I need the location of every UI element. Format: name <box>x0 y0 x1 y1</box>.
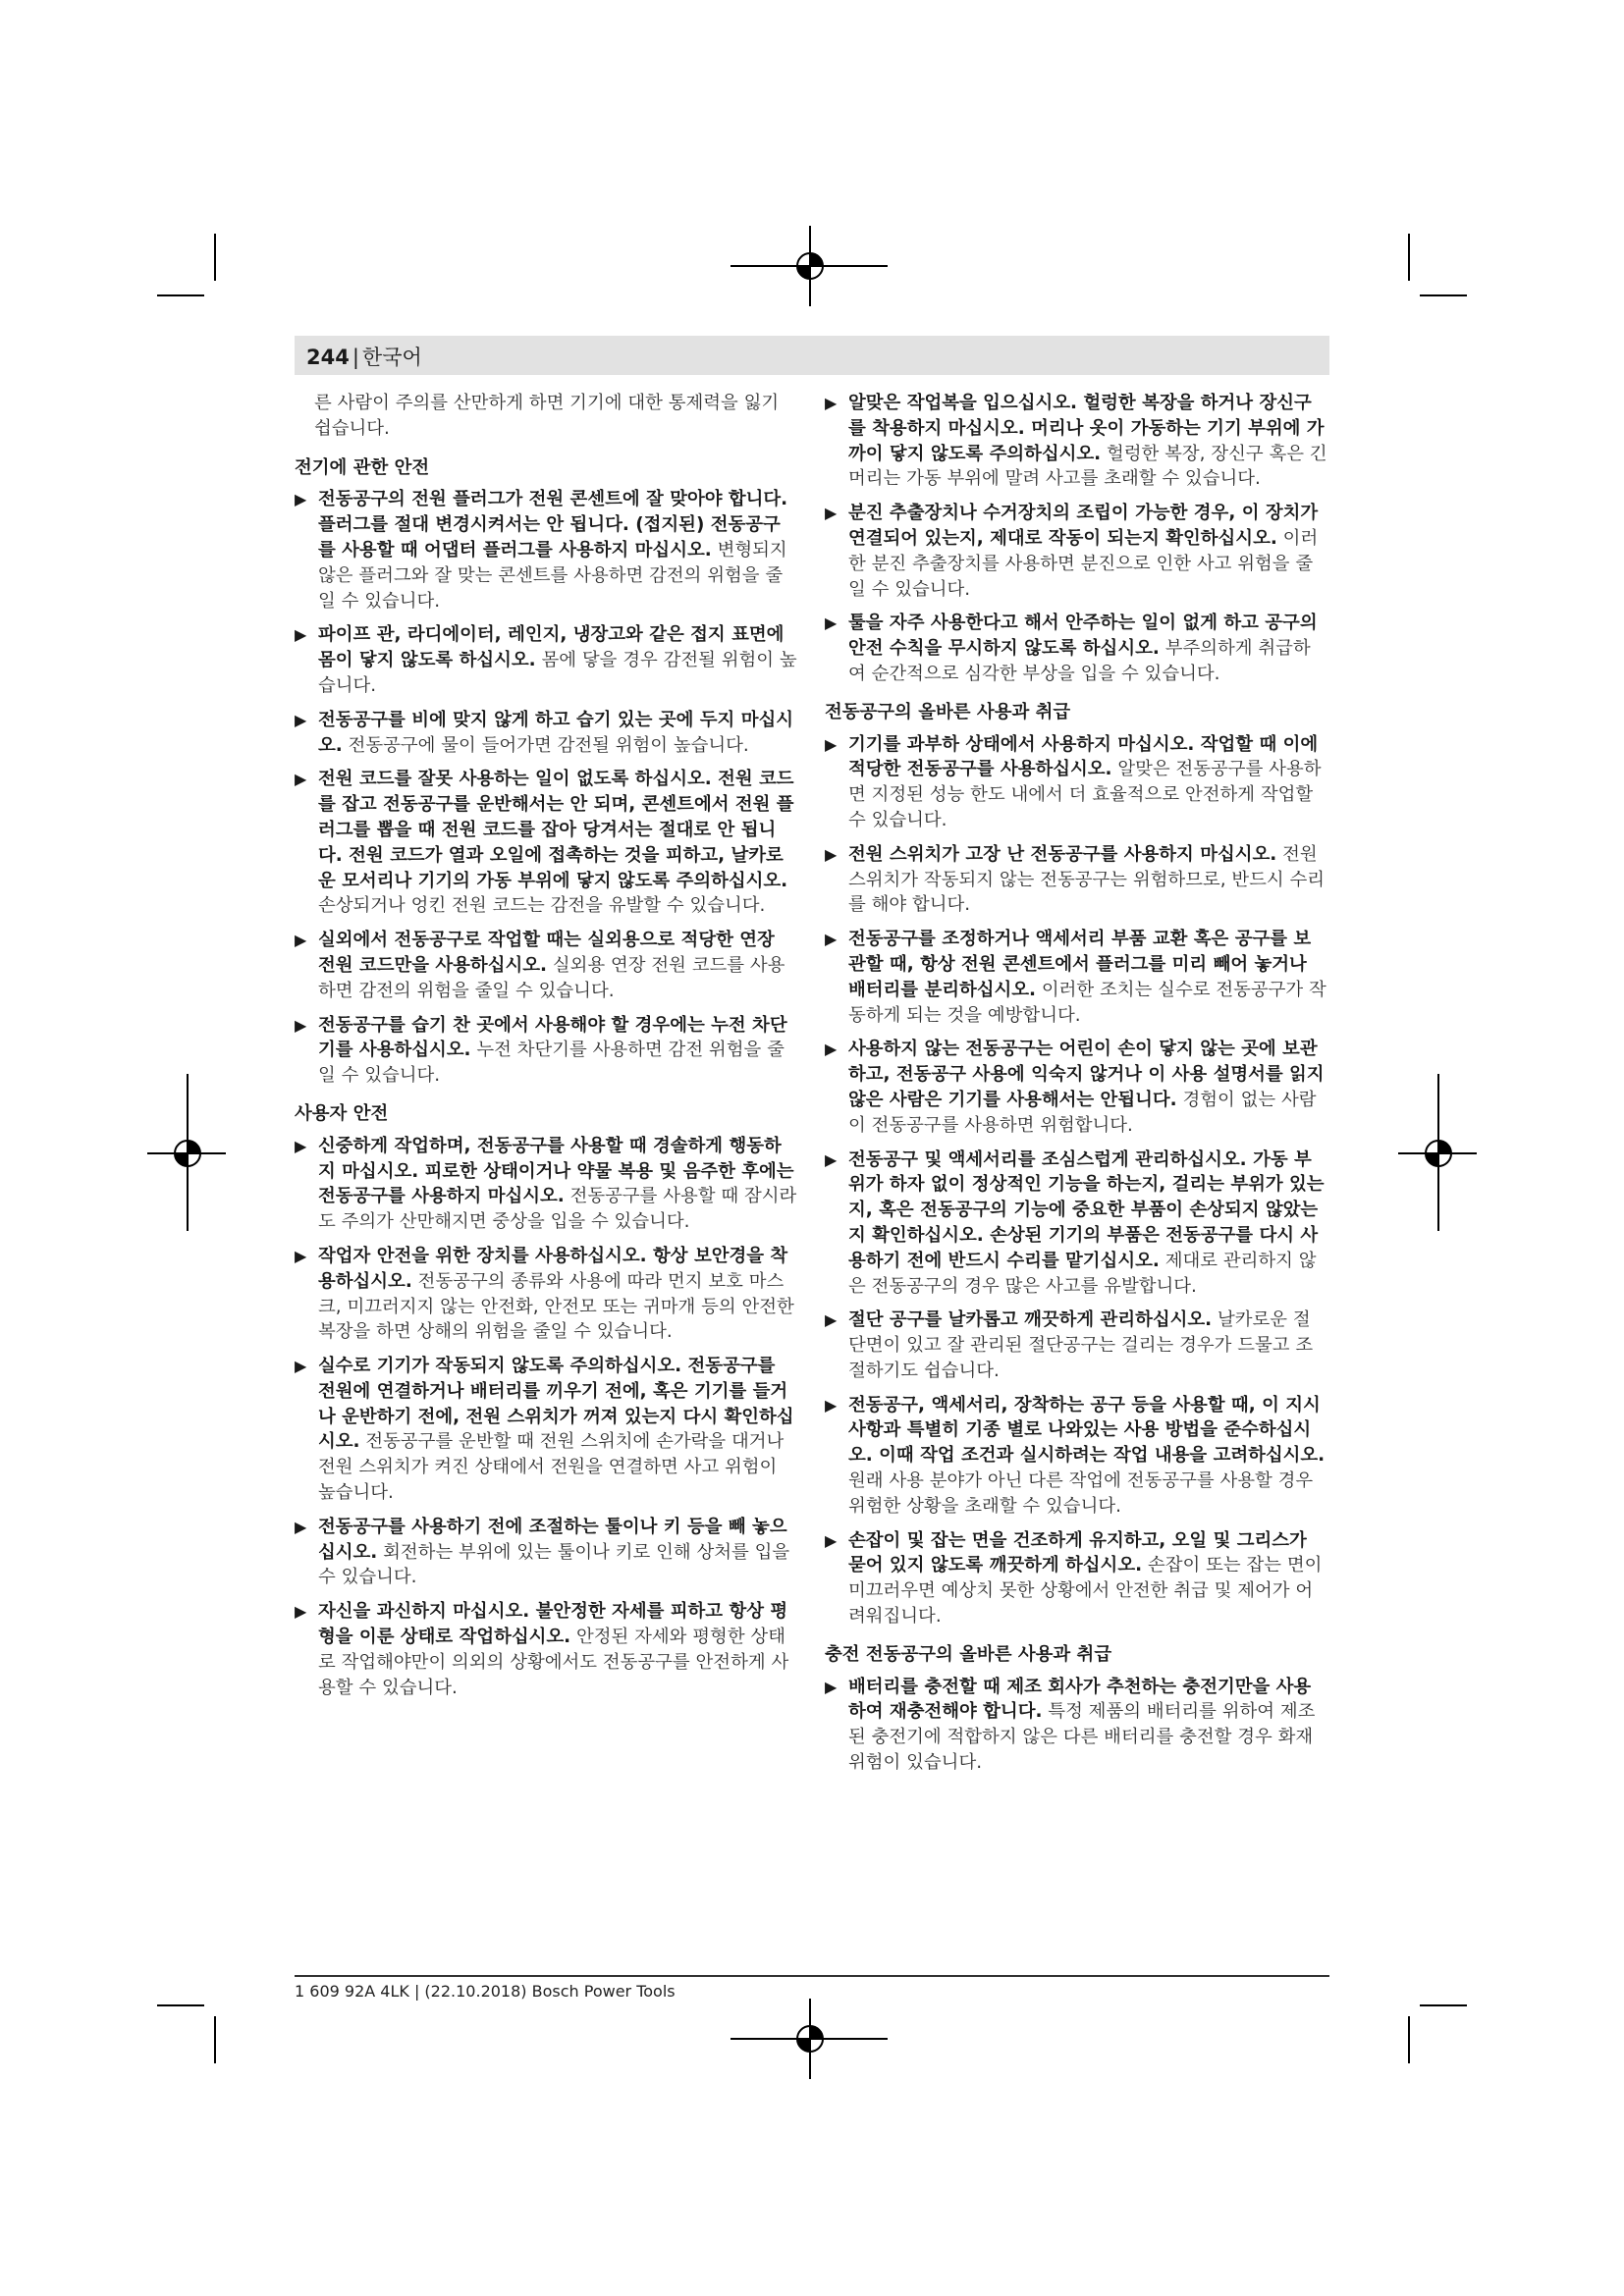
bullet-arrow-icon: ▶ <box>295 1136 307 1155</box>
bullet-arrow-icon: ▶ <box>295 710 307 729</box>
instruction-text: 전동공구를 사용하기 전에 조절하는 툴이나 키 등을 빼 놓으십시오. <box>318 1516 787 1563</box>
safety-item <box>825 391 1327 492</box>
right-column <box>825 391 1327 1785</box>
bullet-arrow-icon: ▶ <box>295 1602 307 1622</box>
bullet-arrow-icon: ▶ <box>825 1677 838 1696</box>
instruction-text: 실외에서 전동공구로 작업할 때는 실외용으로 적당한 연장 전원 코드만을 사용하십시오. <box>318 930 775 976</box>
safety-item <box>295 1354 797 1506</box>
safety-item <box>825 842 1327 918</box>
explanation-text: 날카로운 절단면이 있고 잘 관리된 절단공구는 걸리는 경우가 드물고 조절하기도 쉽습니다. <box>848 1309 1314 1381</box>
safety-item <box>295 1515 797 1590</box>
explanation-text: 전동공구에 물이 들어가면 감전될 위험이 높습니다. <box>342 734 749 756</box>
instruction-text: 알맞은 작업복을 입으십시오. 헐렁한 복장을 하거나 장신구를 착용하지 마십시오. 머리나 옷이 가동하는 기기 부위에 가까이 닿지 않도록 주의하십시오. <box>848 393 1325 464</box>
bullet-arrow-icon: ▶ <box>825 734 838 754</box>
safety-item <box>295 1599 797 1700</box>
section-heading: 전기에 관한 안전 <box>295 456 430 478</box>
bullet-arrow-icon: ▶ <box>825 394 838 412</box>
bullet-arrow-icon: ▶ <box>825 504 838 523</box>
registration-mark-icon <box>1422 1137 1455 1170</box>
explanation-text: 부주의하게 취급하여 순간적으로 심각한 부상을 입을 수 있습니다. <box>848 638 1311 684</box>
crop-mark <box>214 2016 216 2063</box>
safety-item <box>825 1675 1327 1776</box>
instruction-text: 전동공구의 전원 플러그가 전원 콘센트에 잘 맞아야 합니다. 플러그를 절대 변경시켜서는 안 됩니다. (접지된) 전동공구를 사용할 때 어댑터 플러그를 사용하지 마십시오. <box>318 489 788 561</box>
instruction-text: 실수로 기기가 작동되지 않도록 주의하십시오. 전동공구를 전원에 연결하거나 배터리를 끼우기 전에, 혹은 기기를 들거나 운반하기 전에, 전원 스위치가 꺼져 있는지 다시 확인하십시오. <box>318 1356 794 1453</box>
safety-item <box>295 1013 797 1089</box>
explanation-text: 특정 제품의 배터리를 위하여 제조된 충전기에 적합하지 않은 다른 배터리를 충전할 경우 화재 위험이 있습니다. <box>848 1701 1316 1774</box>
bullet-arrow-icon: ▶ <box>295 1517 307 1536</box>
crop-mark <box>214 234 216 281</box>
bullet-arrow-icon: ▶ <box>825 1395 838 1415</box>
section-heading: 충전 전동공구의 올바른 사용과 취급 <box>825 1643 1112 1665</box>
page-header-bar <box>295 336 1329 375</box>
explanation-text: 안정된 자세와 평형한 상태로 작업해야만이 의외의 상황에서도 전동공구를 안전하게 사용할 수 있습니다. <box>318 1627 789 1698</box>
safety-item <box>825 1393 1327 1520</box>
instruction-text: 전동공구, 액세서리, 장착하는 공구 등을 사용할 때, 이 지시 사항과 특별히 기종 별로 나와있는 사용 방법을 준수하십시오. 이때 작업 조건과 실시하려는 작업 내용을 고려하십시오. <box>848 1394 1326 1467</box>
bullet-arrow-icon: ▶ <box>295 1015 307 1035</box>
section-heading: 전동공구의 올바른 사용과 취급 <box>825 701 1071 722</box>
header-separator: | <box>352 346 359 369</box>
safety-item <box>295 708 797 759</box>
safety-item <box>825 927 1327 1028</box>
header-language: 한국어 <box>361 346 422 369</box>
safety-item <box>295 928 797 1003</box>
instruction-text: 전동공구를 습기 찬 곳에서 사용해야 할 경우에는 누전 차단기를 사용하십시오. <box>318 1014 787 1061</box>
left-column <box>295 391 797 1709</box>
instruction-text: 배터리를 충전할 때 제조 회사가 추천하는 충전기만을 사용하여 재충전해야 합니다. <box>848 1676 1312 1723</box>
instruction-text: 전원 스위치가 고장 난 전동공구를 사용하지 마십시오. <box>848 843 1277 865</box>
safety-item <box>825 1528 1327 1629</box>
safety-item <box>825 1037 1327 1138</box>
explanation-text: 몸에 닿을 경우 감전될 위험이 높습니다. <box>318 650 797 696</box>
instruction-text: 파이프 관, 라디에이터, 레인지, 냉장고와 같은 접지 표면에 몸이 닿지 않도록 하십시오. <box>318 624 785 671</box>
instruction-text: 툴을 자주 사용한다고 해서 안주하는 일이 없게 하고 공구의 안전 수칙을 무시하지 않도록 하십시오. <box>848 613 1318 660</box>
bullet-arrow-icon: ▶ <box>825 1149 838 1169</box>
registration-mark-icon <box>793 249 827 283</box>
explanation-text: 헐렁한 복장, 장신구 혹은 긴 머리는 가동 부위에 말려 사고를 초래할 수 있습니다. <box>848 443 1327 490</box>
bullet-arrow-icon: ▶ <box>825 844 838 864</box>
bullet-arrow-icon: ▶ <box>825 1310 838 1330</box>
instruction-text: 전원 코드를 잘못 사용하는 일이 없도록 하십시오. 전원 코드를 잡고 전동공구를 운반해서는 안 되며, 콘센트에서 전원 플러그를 뽑을 때 전원 코드를 잡아 당겨서는 절대로 안 됩니다. 전원 코드가 열과 오일에 접촉하는 것을 피하고, 날카로운 모서리나 기기의 가동 부위에 닿지 않도록 주의하십시오. <box>318 769 794 891</box>
explanation-text: 손잡이 또는 잡는 면이 미끄러우면 예상치 못한 상황에서 안전한 취급 및 제어가 어려워집니다. <box>848 1555 1323 1628</box>
explanation-text: 실외용 연장 전원 코드를 사용하면 감전의 위험을 줄일 수 있습니다. <box>318 954 785 1001</box>
bullet-arrow-icon: ▶ <box>295 1357 307 1376</box>
instruction-text: 절단 공구를 날카롭고 깨끗하게 관리하십시오. <box>848 1309 1213 1331</box>
page-footer: 1 609 92A 4LK | (22.10.2018) Bosch Power Tools <box>295 1982 676 2001</box>
instruction-text: 작업자 안전을 위한 장치를 사용하십시오. 항상 보안경을 착용하십시오. <box>318 1245 788 1292</box>
instruction-text: 신중하게 작업하며, 전동공구를 사용할 때 경솔하게 행동하지 마십시오. 피로한 상태이거나 약물 복용 및 음주한 후에는 전동공구를 사용하지 마십시오. <box>318 1135 794 1207</box>
safety-item <box>295 1244 797 1345</box>
bullet-arrow-icon: ▶ <box>295 625 307 645</box>
explanation-text: 원래 사용 분야가 아닌 다른 작업에 전동공구를 사용할 경우 위험한 상황을 초래할 수 있습니다. <box>848 1470 1314 1517</box>
explanation-text: 변형되지 않은 플러그와 잘 맞는 콘센트를 사용하면 감전의 위험을 줄일 수 있습니다. <box>318 539 787 612</box>
explanation-text: 경험이 없는 사람이 전동공구를 사용하면 위험합니다. <box>848 1089 1317 1136</box>
explanation-text: 전원 스위치가 작동되지 않는 전동공구는 위험하므로, 반드시 수리를 해야 합니다. <box>848 843 1326 916</box>
explanation-text: 전동공구의 종류와 사용에 따라 먼지 보호 마스크, 미끄러지지 않는 안전화, 안전모 또는 귀마개 등의 안전한 복장을 하면 상해의 위험을 줄일 수 있습니다. <box>318 1270 794 1343</box>
instruction-text: 전동공구를 비에 맞지 않게 하고 습기 있는 곳에 두지 마십시오. <box>318 709 793 756</box>
instruction-text: 분진 추출장치나 수거장치의 조립이 가능한 경우, 이 장치가 연결되어 있는지, 제대로 작동이 되는지 확인하십시오. <box>848 503 1319 549</box>
safety-item <box>295 1134 797 1235</box>
explanation-text: 전동공구를 사용할 때 잠시라도 주의가 산만해지면 중상을 입을 수 있습니다. <box>318 1186 797 1233</box>
instruction-text: 전동공구를 조정하거나 액세서리 부품 교환 혹은 공구를 보관할 때, 항상 전원 콘센트에서 플러그를 미리 빼어 놓거나 배터리를 분리하십시오. <box>848 929 1312 1000</box>
crop-mark <box>157 2004 204 2006</box>
crop-mark <box>1408 2016 1410 2063</box>
continuation-text: 른 사람이 주의를 산만하게 하면 기기에 대한 통제력을 잃기 쉽습니다. <box>314 393 780 439</box>
safety-item <box>825 732 1327 833</box>
instruction-text: 전동공구 및 액세서리를 조심스럽게 관리하십시오. 가동 부위가 하자 없이 정상적인 기능을 하는지, 걸리는 부위가 있는지, 혹은 전동공구의 기능에 중요한 부품이 손상되지 않았는지 확인하십시오. 손상된 기기의 부품은 전동공구를 다시 사용하기 전에 반드시 수리를 맡기십시오. <box>848 1148 1325 1271</box>
registration-mark-icon <box>793 2022 827 2056</box>
safety-item <box>825 501 1327 602</box>
bullet-arrow-icon: ▶ <box>825 1530 838 1550</box>
crop-mark <box>1408 234 1410 281</box>
safety-item <box>295 622 797 698</box>
explanation-text: 전동공구를 운반할 때 전원 스위치에 손가락을 대거나 전원 스위치가 켜진 상태에서 전원을 연결하면 사고 위험이 높습니다. <box>318 1431 785 1504</box>
safety-item <box>825 1148 1327 1300</box>
page-header <box>306 342 422 371</box>
crop-mark <box>1420 2004 1467 2006</box>
bullet-arrow-icon: ▶ <box>825 930 838 949</box>
safety-item <box>295 767 797 919</box>
instruction-text: 기기를 과부하 상태에서 사용하지 마십시오. 작업할 때 이에 적당한 전동공구를 사용하십시오. <box>848 733 1319 780</box>
footer-rule <box>295 1975 1329 1977</box>
safety-item <box>825 611 1327 686</box>
registration-mark-icon <box>171 1137 204 1170</box>
bullet-arrow-icon: ▶ <box>825 1040 838 1059</box>
bullet-arrow-icon: ▶ <box>295 770 307 789</box>
explanation-text: 이러한 분진 추출장치를 사용하면 분진으로 인한 사고 위험을 줄일 수 있습니다. <box>848 527 1319 600</box>
explanation-text: 회전하는 부위에 있는 툴이나 키로 인해 상처를 입을 수 있습니다. <box>318 1541 790 1588</box>
explanation-text: 알맞은 전동공구를 사용하면 지정된 성능 한도 내에서 더 효율적으로 안전하게 작업할 수 있습니다. <box>848 759 1322 830</box>
safety-item <box>825 1308 1327 1383</box>
instruction-text: 손잡이 및 잡는 면을 건조하게 유지하고, 오일 및 그리스가 묻어 있지 않도록 깨끗하게 하십시오. <box>848 1529 1307 1576</box>
safety-item <box>295 487 797 614</box>
instruction-text: 자신을 과신하지 마십시오. 불안정한 자세를 피하고 항상 평형을 이룬 상태로 작업하십시오. <box>318 1601 788 1648</box>
bullet-arrow-icon: ▶ <box>295 1246 307 1265</box>
explanation-text: 손상되거나 엉킨 전원 코드는 감전을 유발할 수 있습니다. <box>318 895 766 917</box>
bullet-arrow-icon: ▶ <box>295 931 307 950</box>
section-heading: 사용자 안전 <box>295 1102 389 1124</box>
explanation-text: 누전 차단기를 사용하면 감전 위험을 줄일 수 있습니다. <box>318 1040 785 1087</box>
crop-mark <box>157 294 204 296</box>
explanation-text: 제대로 관리하지 않은 전동공구의 경우 많은 사고를 유발합니다. <box>848 1250 1317 1297</box>
page-number: 244 <box>306 346 350 369</box>
bullet-arrow-icon: ▶ <box>825 614 838 633</box>
explanation-text: 이러한 조치는 실수로 전동공구가 작동하게 되는 것을 예방합니다. <box>848 979 1326 1026</box>
bullet-arrow-icon: ▶ <box>295 490 307 509</box>
crop-mark <box>1420 294 1467 296</box>
instruction-text: 사용하지 않는 전동공구는 어린이 손이 닿지 않는 곳에 보관하고, 전동공구 사용에 익숙지 않거나 이 사용 설명서를 읽지 않은 사람은 기기를 사용해서는 안됩니다. <box>848 1039 1325 1110</box>
